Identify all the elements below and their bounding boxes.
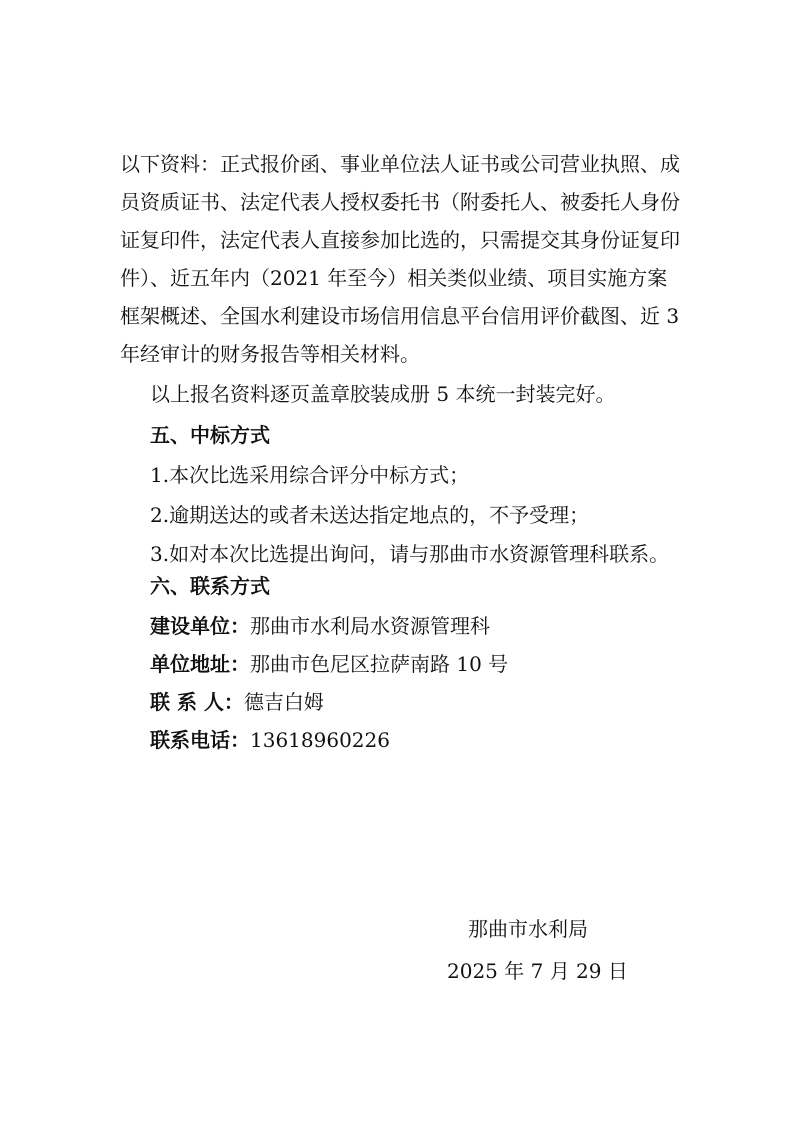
award-item-3: 3.如对本次比选提出询问，请与那曲市水资源管理科联系。	[150, 542, 670, 566]
section-heading-contact: 六、联系方式	[150, 574, 270, 598]
paragraph-line-3: 证复印件，法定代表人直接参加比选的，只需提交其身份证复印	[120, 228, 680, 252]
contact-row-unit	[150, 607, 490, 645]
paragraph-line-6: 年经审计的财务报告等相关材料。	[120, 342, 420, 366]
paragraph-line-5: 框架概述、全国水利建设市场信用信息平台信用评价截图、近 3	[120, 304, 680, 328]
contact-row-address	[150, 645, 508, 683]
paragraph-line-4: 件）、近五年内（2021 年至今）相关类似业绩、项目实施方案	[120, 266, 668, 290]
paragraph-line-2: 员资质证书、法定代表人授权委托书（附委托人、被委托人身份	[120, 190, 680, 214]
signature-date: 2025 年 7 月 29 日	[447, 959, 628, 983]
paragraph-line-1: 以下资料：正式报价函、事业单位法人证书或公司营业执照、成	[120, 152, 680, 176]
contact-row-phone	[150, 721, 390, 759]
contact-label: 单位地址：	[150, 652, 250, 676]
contact-value: 那曲市水利局水资源管理科	[250, 614, 490, 638]
binding-instructions: 以上报名资料逐页盖章胶装成册 5 本统一封装完好。	[150, 382, 616, 406]
contact-row-person	[150, 683, 324, 721]
contact-label: 联 系 人：	[150, 690, 244, 714]
signature-org: 那曲市水利局	[468, 917, 588, 941]
award-item-2: 2.逾期送达的或者未送达指定地点的，不予受理；	[150, 503, 590, 527]
contact-label: 建设单位：	[150, 614, 250, 638]
contact-value: 13618960226	[250, 728, 390, 752]
contact-label: 联系电话：	[150, 728, 250, 752]
contact-value: 那曲市色尼区拉萨南路 10 号	[250, 652, 509, 676]
section-heading-award-method: 五、中标方式	[150, 423, 270, 447]
award-item-1: 1.本次比选采用综合评分中标方式；	[150, 463, 470, 487]
contact-value: 德吉白姆	[243, 690, 324, 714]
